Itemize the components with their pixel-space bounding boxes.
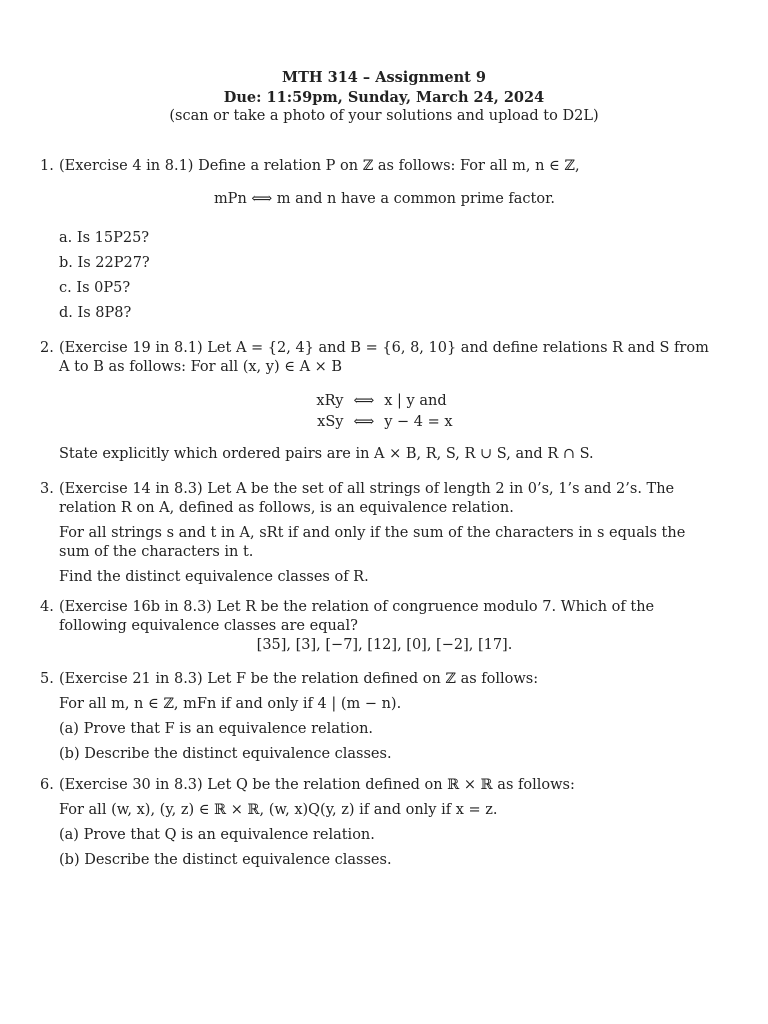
assignment-title: MTH 314 – Assignment 9 (282, 69, 486, 86)
part-a: (a) Prove that Q is an equivalence relation. (59, 827, 375, 843)
assignment-header (0, 68, 768, 127)
problem-number: 2. (40, 340, 54, 356)
problem-number: 6. (40, 777, 54, 793)
problem-paragraph: For all strings s and t in A, sRt if and only if the sum of the characters in s equals the sum of the characters in t. (59, 525, 686, 560)
part-d: d. Is 8P8? (59, 305, 132, 321)
problem-intro: (Exercise 21 in 8.3) Let F be the relation defined on ℤ as follows: (59, 671, 539, 687)
problem-intro: (Exercise 30 in 8.3) Let Q be the relation defined on ℝ × ℝ as follows: (59, 777, 575, 793)
part-b: (b) Describe the distinct equivalence classes. (59, 746, 392, 762)
relation-op: ⟺ (353, 414, 375, 430)
problem-number: 1. (40, 158, 54, 174)
relation-row-r (311, 391, 457, 412)
relation-row-s (311, 412, 457, 433)
problem-number: 5. (40, 671, 54, 687)
problem-4 (40, 598, 710, 655)
problem-2 (40, 339, 710, 464)
part-a: (a) Prove that F is an equivalence relation. (59, 721, 374, 737)
problem-number: 3. (40, 481, 54, 497)
sub-parts (59, 229, 710, 323)
display-classes: [35], [3], [−7], [12], [0], [−2], [17]. (256, 637, 513, 653)
submission-note: (scan or take a photo of your solutions and upload to D2L) (169, 108, 599, 124)
problem-intro: (Exercise 4 in 8.1) Define a relation P on ℤ as follows: For all m, n ∈ ℤ, (59, 158, 580, 174)
problem-intro: (Exercise 16b in 8.3) Let R be the relation of congruence modulo 7. Which of the following equivalence classes are equal? (59, 599, 655, 634)
problem-paragraph: For all m, n ∈ ℤ, mFn if and only if 4 | (m − n). (59, 696, 402, 712)
relation-op: ⟺ (353, 393, 375, 409)
problem-5 (40, 670, 710, 764)
problem-closing: Find the distinct equivalence classes of R. (59, 569, 369, 585)
relation-definitions (311, 391, 457, 433)
part-a: a. Is 15P25? (59, 230, 150, 246)
problem-6 (40, 776, 710, 870)
due-date: Due: 11:59pm, Sunday, March 24, 2024 (223, 88, 545, 106)
problem-number: 4. (40, 599, 54, 615)
part-b: (b) Describe the distinct equivalence classes. (59, 852, 392, 868)
problem-intro: (Exercise 19 in 8.1) Let A = {2, 4} and B = {6, 8, 10} and define relations R and S from A to B as follows: For all (x, y) ∈ A × B (59, 340, 709, 375)
relation-rhs: x | y and (384, 393, 447, 409)
display-equation: mPn ⟺ m and n have a common prime factor. (213, 191, 556, 207)
problem-1 (40, 157, 710, 329)
problem-closing: State explicitly which ordered pairs are in A × B, R, S, R ∪ S, and R ∩ S. (59, 446, 594, 462)
relation-lhs: xSy (317, 414, 344, 430)
problem-paragraph: For all (w, x), (y, z) ∈ ℝ × ℝ, (w, x)Q(y, z) if and only if x = z. (59, 802, 498, 818)
relation-lhs: xRy (316, 393, 344, 409)
problem-intro: (Exercise 14 in 8.3) Let A be the set of all strings of length 2 in 0’s, 1’s and 2’s. The relation R on A, defined as follows, is an equivalence relation. (59, 481, 675, 516)
relation-rhs: y − 4 = x (384, 414, 453, 430)
part-c: c. Is 0P5? (59, 280, 131, 296)
problem-3 (40, 480, 710, 587)
part-b: b. Is 22P27? (59, 255, 150, 271)
